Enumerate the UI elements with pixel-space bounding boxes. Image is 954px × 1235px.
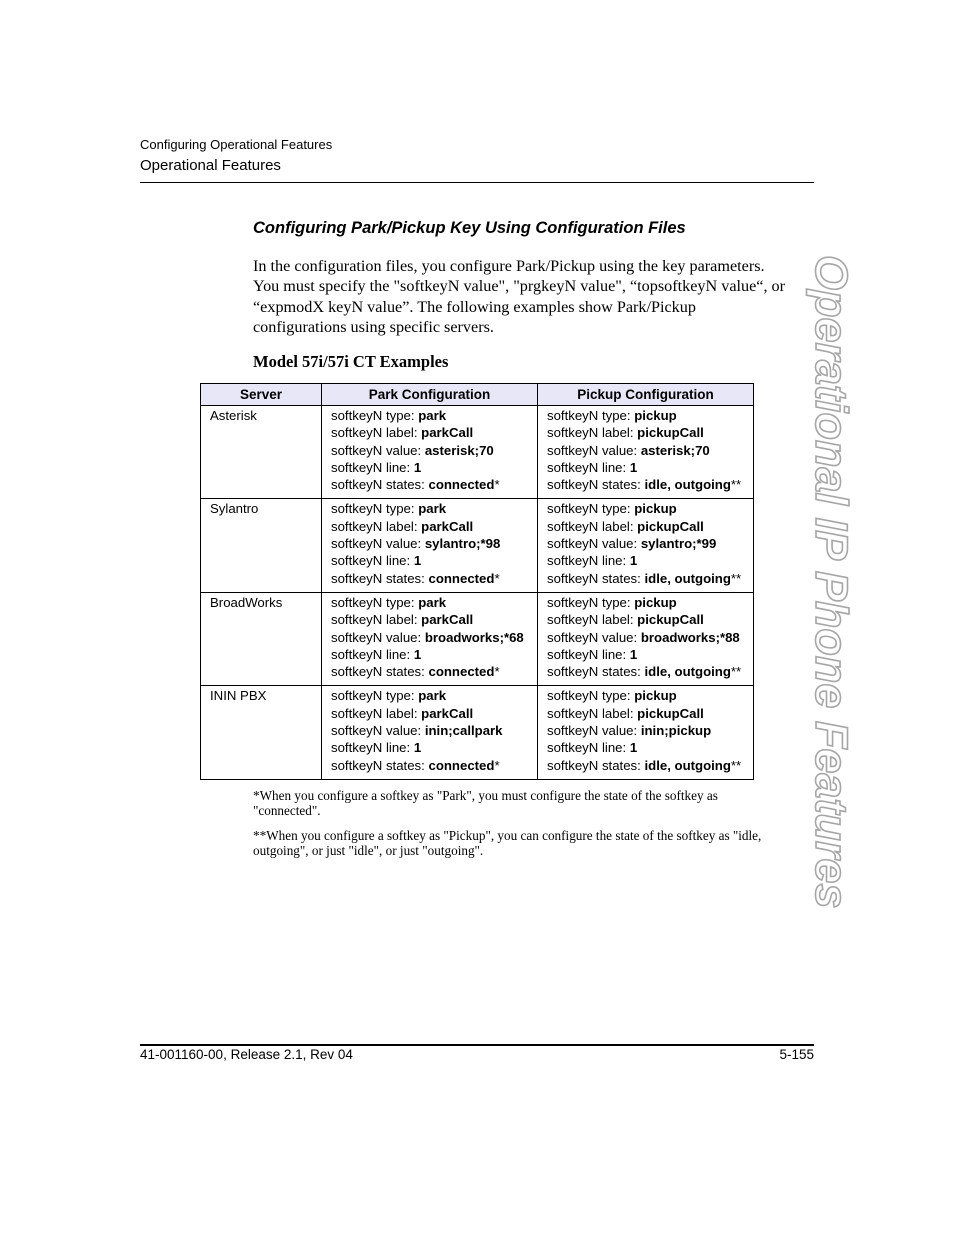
- config-value: parkCall: [421, 518, 474, 534]
- config-line: [547, 552, 745, 569]
- footnote-marker: *: [494, 757, 500, 773]
- footnote-marker: **: [730, 477, 742, 493]
- config-key: softkeyN label:: [547, 612, 638, 628]
- config-line: [331, 663, 529, 680]
- config-value: connected: [428, 757, 495, 773]
- config-value: 1: [413, 553, 422, 569]
- config-value: pickup: [634, 594, 677, 610]
- config-line: [331, 611, 529, 628]
- config-key: softkeyN states:: [547, 477, 645, 493]
- table-row: [201, 686, 754, 779]
- config-value: park: [418, 594, 447, 610]
- config-key: softkeyN value:: [331, 442, 425, 458]
- config-key: softkeyN label:: [331, 612, 422, 628]
- config-value: parkCall: [421, 425, 474, 441]
- config-key: softkeyN states:: [547, 570, 645, 586]
- config-value: inin;callpark: [424, 723, 503, 739]
- footnote-line: **When you configure a softkey as "Pickup", you can configure the state of the softkey as "idle,: [253, 828, 762, 843]
- config-key: softkeyN states:: [547, 664, 645, 680]
- running-header-chapter: Configuring Operational Features: [140, 137, 333, 152]
- config-line: [331, 442, 529, 459]
- config-line: [331, 535, 529, 552]
- config-key: softkeyN type:: [331, 594, 419, 610]
- config-key: softkeyN type:: [331, 501, 419, 517]
- config-value: pickup: [634, 688, 677, 704]
- config-key: softkeyN states:: [547, 757, 645, 773]
- config-value: pickupCall: [637, 612, 704, 628]
- config-line: [331, 476, 529, 493]
- config-key: softkeyN line:: [547, 459, 630, 475]
- config-value: parkCall: [421, 705, 474, 721]
- config-line: [331, 594, 529, 611]
- footnote-marker: *: [494, 570, 500, 586]
- config-key: softkeyN type:: [331, 408, 419, 423]
- table-header-row: [201, 384, 754, 406]
- park-config-cell: [322, 592, 538, 685]
- config-value: 1: [413, 646, 422, 662]
- config-line: [547, 757, 745, 774]
- config-key: softkeyN states:: [331, 477, 429, 493]
- config-value: broadworks;*88: [640, 629, 740, 645]
- footnote-line: *When you configure a softkey as "Park", you must configure the state of the softkey as: [253, 788, 718, 803]
- footnote-marker: **: [730, 757, 742, 773]
- config-key: softkeyN value:: [547, 723, 641, 739]
- config-value: pickupCall: [637, 705, 704, 721]
- config-line: [547, 611, 745, 628]
- config-line: [547, 739, 745, 756]
- config-value: idle, outgoing: [644, 757, 731, 773]
- config-value: sylantro;*99: [640, 536, 717, 552]
- config-line: [547, 535, 745, 552]
- config-line: [547, 459, 745, 476]
- config-key: softkeyN value:: [331, 723, 425, 739]
- table-row: [201, 592, 754, 685]
- footnote-line: outgoing", or just "idle", or just "outgoing".: [253, 842, 484, 858]
- config-key: softkeyN type:: [547, 408, 635, 423]
- config-line: [547, 424, 745, 441]
- config-line: [331, 739, 529, 756]
- config-value: 1: [629, 459, 638, 475]
- config-line: [547, 476, 745, 493]
- config-value: 1: [413, 740, 422, 756]
- config-line: [331, 757, 529, 774]
- config-value: pickup: [634, 408, 677, 423]
- table-body: [201, 406, 754, 780]
- config-key: softkeyN states:: [331, 757, 429, 773]
- footnote-marker: *: [494, 477, 500, 493]
- pickup-config-cell: [538, 592, 754, 685]
- config-line: [547, 663, 745, 680]
- intro-line: configurations using specific servers.: [253, 318, 494, 337]
- running-header-section: Operational Features: [140, 157, 281, 174]
- config-key: softkeyN line:: [547, 740, 630, 756]
- table-row: [201, 406, 754, 499]
- intro-line: You must specify the "softkeyN value", "prgkeyN value", “topsoftkeyN value“, or: [253, 277, 786, 296]
- config-value: connected: [428, 570, 495, 586]
- config-key: softkeyN label:: [331, 425, 422, 441]
- config-line: [547, 442, 745, 459]
- config-key: softkeyN line:: [331, 553, 414, 569]
- column-header-server: Server: [201, 384, 322, 406]
- config-line: [547, 722, 745, 739]
- config-line: [547, 646, 745, 663]
- config-line: [331, 646, 529, 663]
- intro-paragraph: [253, 256, 815, 338]
- subsection-title: Model 57i/57i CT Examples: [253, 352, 449, 371]
- config-value: 1: [629, 646, 638, 662]
- config-value: idle, outgoing: [644, 477, 731, 493]
- config-key: softkeyN line:: [331, 459, 414, 475]
- config-line: [547, 407, 745, 424]
- config-value: 1: [629, 553, 638, 569]
- server-cell: Asterisk: [201, 406, 322, 499]
- config-value: asterisk;70: [424, 442, 494, 458]
- config-key: softkeyN states:: [331, 664, 429, 680]
- footnote-pickup: [253, 829, 815, 858]
- config-key: softkeyN label:: [331, 705, 422, 721]
- header-rule: [140, 182, 814, 183]
- config-line: [547, 629, 745, 646]
- config-key: softkeyN label:: [547, 425, 638, 441]
- config-key: softkeyN value:: [547, 536, 641, 552]
- config-value: inin;pickup: [640, 723, 712, 739]
- config-line: [331, 407, 529, 424]
- config-value: pickup: [634, 501, 677, 517]
- pickup-config-cell: [538, 406, 754, 499]
- config-key: softkeyN value:: [331, 536, 425, 552]
- config-value: broadworks;*68: [424, 629, 524, 645]
- footnote-park: [253, 789, 815, 818]
- config-value: connected: [428, 477, 495, 493]
- config-line: [331, 500, 529, 517]
- footer-doc-id: 41-001160-00, Release 2.1, Rev 04: [140, 1047, 353, 1062]
- config-value: 1: [413, 459, 422, 475]
- config-key: softkeyN type:: [547, 688, 635, 704]
- config-value: pickupCall: [637, 425, 704, 441]
- config-value: park: [418, 408, 447, 423]
- section-title: Configuring Park/Pickup Key Using Configuration Files: [253, 219, 686, 237]
- config-key: softkeyN label:: [547, 518, 638, 534]
- park-pickup-table: [200, 383, 754, 780]
- config-line: [547, 687, 745, 704]
- footnote-marker: *: [494, 664, 500, 680]
- park-config-cell: [322, 686, 538, 779]
- side-chapter-title: Operational IP Phone Features: [806, 255, 857, 909]
- config-key: softkeyN type:: [331, 688, 419, 704]
- park-config-cell: [322, 499, 538, 592]
- column-header-park: Park Configuration: [322, 384, 538, 406]
- footnote-marker: **: [730, 664, 742, 680]
- config-line: [331, 424, 529, 441]
- config-key: softkeyN value:: [547, 442, 641, 458]
- footer-page-number: 5-155: [779, 1047, 814, 1062]
- footnote-line: "connected".: [253, 802, 321, 818]
- server-cell: Sylantro: [201, 499, 322, 592]
- config-key: softkeyN label:: [547, 705, 638, 721]
- config-value: 1: [629, 740, 638, 756]
- config-line: [331, 552, 529, 569]
- config-value: idle, outgoing: [644, 664, 731, 680]
- config-line: [547, 518, 745, 535]
- intro-line: In the configuration files, you configure Park/Pickup using the key parameters.: [253, 257, 765, 275]
- config-key: softkeyN line:: [547, 646, 630, 662]
- config-line: [547, 570, 745, 587]
- config-value: park: [418, 501, 447, 517]
- config-key: softkeyN label:: [331, 518, 422, 534]
- config-line: [331, 687, 529, 704]
- config-value: parkCall: [421, 612, 474, 628]
- config-line: [547, 705, 745, 722]
- pickup-config-cell: [538, 499, 754, 592]
- intro-line: “expmodX keyN value”. The following examples show Park/Pickup: [253, 297, 696, 316]
- footer-rule: [140, 1044, 814, 1046]
- config-key: softkeyN type:: [547, 594, 635, 610]
- config-value: connected: [428, 664, 495, 680]
- config-line: [331, 629, 529, 646]
- config-line: [331, 459, 529, 476]
- config-value: idle, outgoing: [644, 570, 731, 586]
- column-header-pickup: Pickup Configuration: [538, 384, 754, 406]
- config-value: park: [418, 688, 447, 704]
- footnote-marker: **: [730, 570, 742, 586]
- config-value: asterisk;70: [640, 442, 710, 458]
- config-key: softkeyN line:: [331, 740, 414, 756]
- config-line: [547, 594, 745, 611]
- config-key: softkeyN type:: [547, 501, 635, 517]
- config-value: sylantro;*98: [424, 536, 501, 552]
- config-key: softkeyN states:: [331, 570, 429, 586]
- config-key: softkeyN line:: [547, 553, 630, 569]
- server-cell: BroadWorks: [201, 592, 322, 685]
- config-key: softkeyN value:: [547, 629, 641, 645]
- server-cell: ININ PBX: [201, 686, 322, 779]
- table-row: [201, 499, 754, 592]
- config-line: [331, 705, 529, 722]
- config-line: [331, 570, 529, 587]
- park-config-cell: [322, 406, 538, 499]
- config-key: softkeyN value:: [331, 629, 425, 645]
- config-value: pickupCall: [637, 518, 704, 534]
- config-line: [331, 518, 529, 535]
- pickup-config-cell: [538, 686, 754, 779]
- config-key: softkeyN line:: [331, 646, 414, 662]
- config-line: [331, 722, 529, 739]
- config-line: [547, 500, 745, 517]
